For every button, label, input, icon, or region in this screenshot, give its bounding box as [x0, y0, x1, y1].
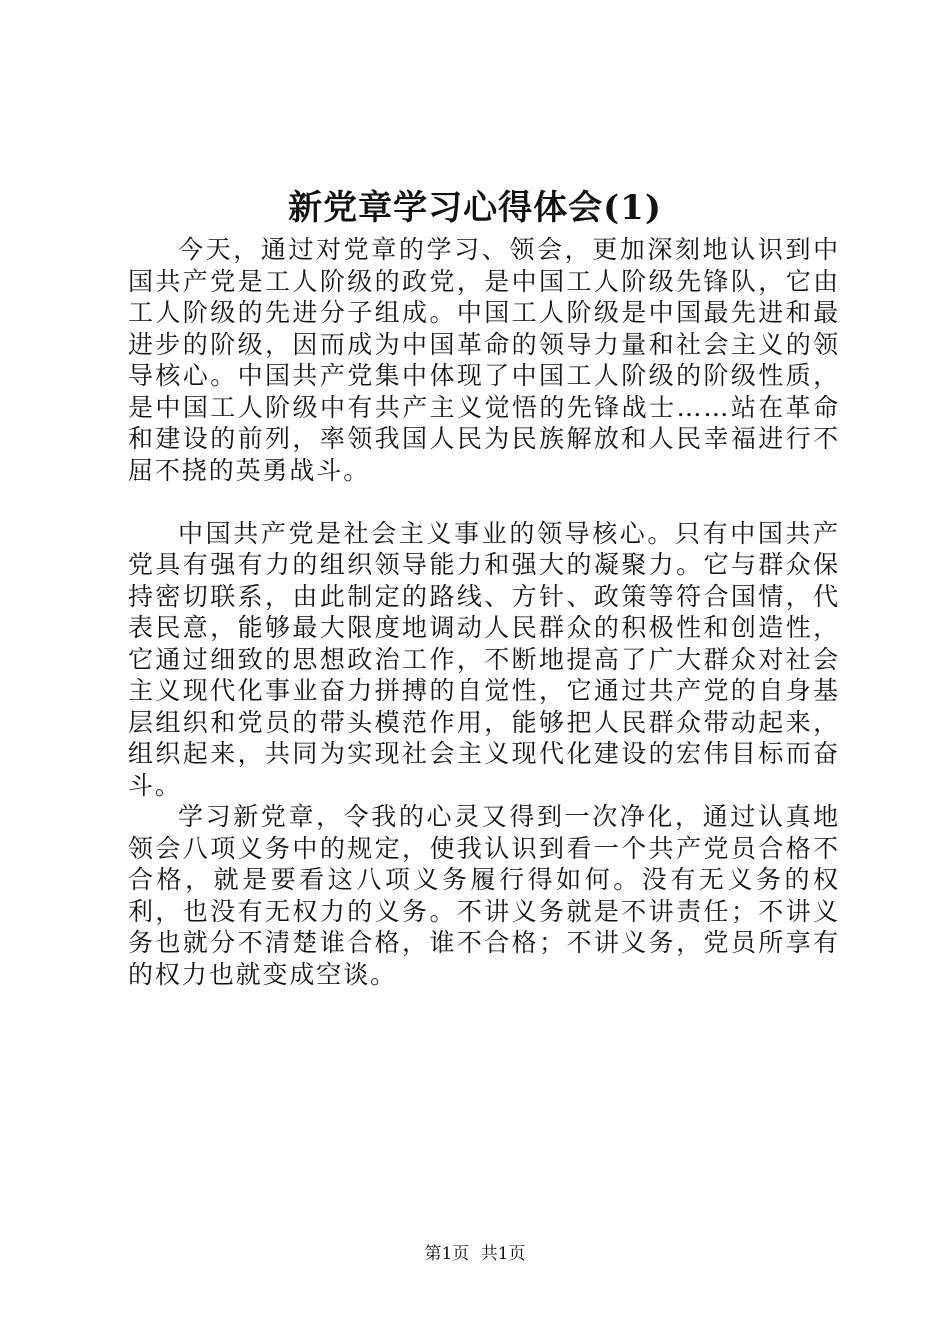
page-number: 第1页 [424, 1244, 470, 1264]
page-footer [0, 1242, 950, 1266]
paragraph-1: 今天，通过对党章的学习、领会，更加深刻地认识到中国共产党是工人阶级的政党，是中国工人阶级先锋队，它由工人阶级的先进分子组成。中国工人阶级是中国最先进和最进步的阶级，因而成为中国革命的领导力量和社会主义的领导核心。中国共产党集中体现了中国工人阶级的阶级性质，是中国工人阶级中有共产主义觉悟的先锋战士……站在革命和建设的前列，率领我国人民为民族解放和人民幸福进行不屈不挠的英勇战斗。 [128, 235, 840, 485]
paragraph-3: 学习新党章，令我的心灵又得到一次净化，通过认真地领会八项义务中的规定，使我认识到看一个共产党员合格不合格，就是要看这八项义务履行得如何。没有无义务的权利，也没有无权力的义务。不讲义务就是不讲责任；不讲义务也就分不清楚谁合格，谁不合格；不讲义务，党员所享有的权力也就变成空谈。 [128, 802, 840, 989]
page-total: 共1页 [480, 1244, 526, 1264]
document-title: 新党章学习心得体会(1) [288, 188, 662, 228]
document-body [128, 234, 840, 990]
paragraph-spacer [128, 486, 840, 518]
paragraph-2: 中国共产党是社会主义事业的领导核心。只有中国共产党具有强有力的组织领导能力和强大的凝聚力。它与群众保持密切联系，由此制定的路线、方针、政策等符合国情，代表民意，能够最大限度地调动人民群众的积极性和创造性，它通过细致的思想政治工作，不断地提高了广大群众对社会主义现代化事业奋力拼搏的自觉性，它通过共产党的自身基层组织和党员的带头模范作用，能够把人民群众带动起来，组织起来，共同为实现社会主义现代化建设的宏伟目标而奋斗。 [128, 518, 840, 800]
